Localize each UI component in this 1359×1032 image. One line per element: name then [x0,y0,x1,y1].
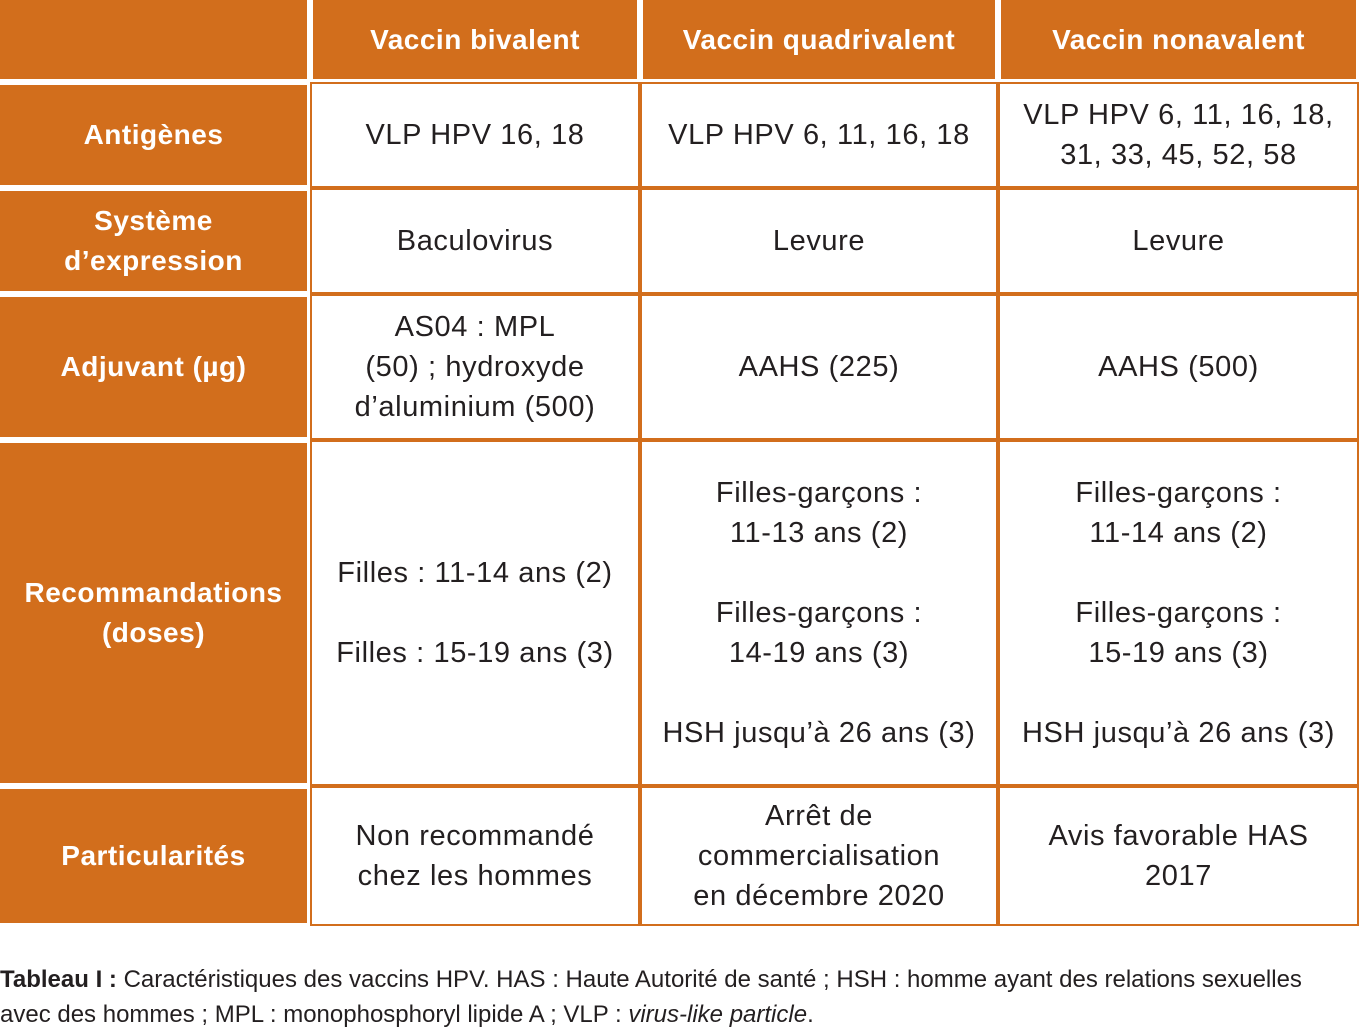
cell-antigenes-nonavalent [998,82,1359,188]
cell-line: Filles-garçons : [1075,477,1282,509]
row-particularites [0,786,1359,926]
cell-line: 2017 [1145,860,1212,892]
cell-line: HSH jusqu’à 26 ans (3) [1021,717,1335,749]
row-label-antigenes: Antigènes [0,82,310,188]
row-systeme [0,188,1359,294]
cell-systeme-nonavalent: Levure [998,188,1359,294]
cell-line: commercialisation [697,840,941,872]
line-gap [1008,553,1349,593]
caption-italic-term: virus-like particle [628,1001,808,1028]
cell-antigenes-quadrivalent: VLP HPV 6, 11, 16, 18 [640,82,998,188]
row-antigenes [0,82,1359,188]
cell-line: Non recommandé [355,820,595,852]
cell-line: 11-13 ans (2) [729,517,909,549]
cell-line: Filles : 11-14 ans (2) [337,557,613,589]
cell-recommandations-bivalent [310,440,640,786]
cell-line: en décembre 2020 [693,880,945,912]
cell-line: VLP HPV 6, 11, 16, 18, [1023,99,1334,131]
cell-recommandations-nonavalent [998,440,1359,786]
row-adjuvant [0,294,1359,440]
cell-antigenes-bivalent: VLP HPV 16, 18 [310,82,640,188]
cell-line: (50) ; hydroxyde [365,351,585,383]
corner-cell [0,0,310,82]
cell-line: 15-19 ans (3) [1088,637,1269,669]
row-label-line: d’expression [64,245,243,276]
cell-systeme-bivalent: Baculovirus [310,188,640,294]
cell-adjuvant-quadrivalent: AAHS (225) [640,294,998,440]
row-label-systeme [0,188,310,294]
table-caption [0,962,1359,1032]
cell-adjuvant-nonavalent: AAHS (500) [998,294,1359,440]
cell-line: HSH jusqu’à 26 ans (3) [662,717,976,749]
line-gap [650,673,988,713]
header-bivalent: Vaccin bivalent [310,0,640,82]
cell-line: 14-19 ans (3) [728,637,910,669]
cell-line: Filles-garçons : [715,597,923,629]
caption-end: . [807,1001,814,1028]
cell-particularites-nonavalent [998,786,1359,926]
line-gap [1008,673,1349,713]
cell-line: 31, 33, 45, 52, 58 [1060,139,1297,171]
caption-text: Caractéristiques des vaccins HPV. HAS : Haute Autorité de santé ; HSH : homme ayant des relations sexuelles avec des hommes ; MPL : monophosphoryl lipide A ; VLP : [0,966,1302,1028]
row-label-line: Système [94,205,213,236]
line-gap [650,553,988,593]
cell-line: Arrêt de [765,800,873,832]
cell-line: Filles-garçons : [1075,597,1282,629]
cell-line: AS04 : MPL [394,311,556,343]
cell-particularites-quadrivalent [640,786,998,926]
row-recommandations [0,440,1359,786]
header-row [0,0,1359,82]
row-label-recommandations [0,440,310,786]
header-nonavalent: Vaccin nonavalent [998,0,1359,82]
row-label-particularites: Particularités [0,786,310,926]
row-label-adjuvant: Adjuvant (µg) [0,294,310,440]
cell-recommandations-quadrivalent [640,440,998,786]
caption-label: Tableau I : [0,966,117,993]
cell-particularites-bivalent [310,786,640,926]
cell-line: Filles : 15-19 ans (3) [336,637,614,669]
line-gap [320,593,630,633]
cell-line: Filles-garçons : [715,477,923,509]
cell-adjuvant-bivalent [310,294,640,440]
row-label-line: Recommandations [24,577,283,608]
cell-systeme-quadrivalent: Levure [640,188,998,294]
cell-line: 11-14 ans (2) [1089,517,1268,549]
row-label-line: (doses) [101,617,206,648]
cell-line: Avis favorable HAS [1048,820,1309,852]
cell-line: d’aluminium (500) [354,391,596,423]
cell-line: chez les hommes [357,860,593,892]
header-quadrivalent: Vaccin quadrivalent [640,0,998,82]
